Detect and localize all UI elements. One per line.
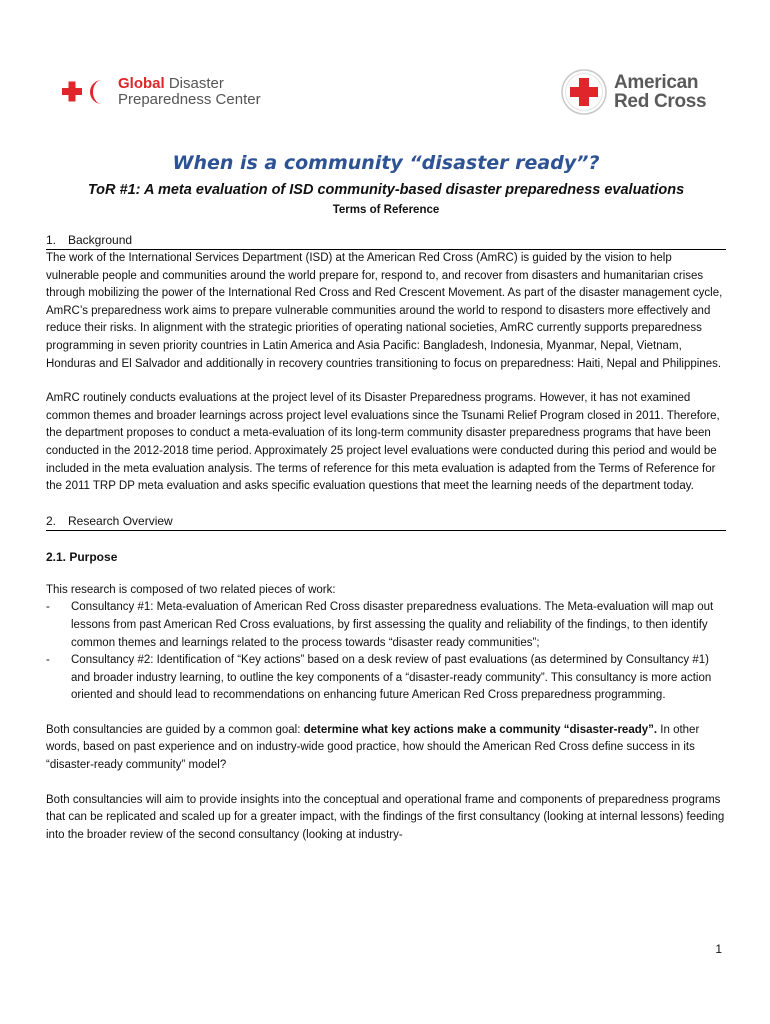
list-item-text: Consultancy #1: Meta-evaluation of American Red Cross disaster preparedness evaluations. The Meta-evaluation will map out lessons from past American Red Cross evaluations, by first assessing the quality and reliability of the findings, to then identify common themes and learnings related to the process towards “disaster ready communities”; — [71, 601, 714, 649]
list-bullet: - — [46, 654, 50, 667]
list-item — [46, 652, 726, 705]
page-header — [0, 68, 770, 124]
gdpc-wordmark-global: Global — [118, 75, 165, 92]
consultancy-list — [46, 599, 726, 705]
subsection-heading-purpose: 2.1. Purpose — [46, 549, 118, 564]
arc-wordmark — [614, 73, 706, 111]
gdpc-wordmark-line2: Preparedness Center — [118, 91, 261, 108]
list-bullet: - — [46, 601, 50, 614]
american-red-cross-logo — [560, 68, 706, 116]
document-title: When is a community “disaster ready”? — [172, 152, 600, 174]
gdpc-logo — [58, 76, 261, 108]
arc-wordmark-line1: American — [614, 72, 699, 93]
section-heading-background — [46, 232, 726, 250]
list-item-text: Consultancy #2: Identification of “Key actions” based on a desk review of past evaluations (as determined by Consultancy #1) and broader industry learning, to outline the key components of a “disaster-ready community”. This consultancy is more action oriented and should lead to recommendations on enhancing future American Red Cross preparedness programming. — [71, 654, 712, 702]
section-number: 1. — [46, 233, 57, 247]
section-number: 2. — [46, 513, 57, 528]
terms-of-reference-label: Terms of Reference — [332, 204, 440, 216]
gdpc-wordmark — [118, 76, 261, 108]
list-item — [46, 599, 726, 652]
goal-emphasis: determine what key actions make a community “disaster-ready”. — [303, 723, 658, 736]
red-cross-icon — [560, 68, 608, 116]
insights-paragraph: Both consultancies will aim to provide insights into the conceptual and operational frame and components of preparedness programs that can be replicated and scaled up for a greater impact, with the findings of the first consultancy (looking at internal lessons) feeding into the broader review of the second consultancy (looking at industry- — [46, 793, 725, 841]
document-body — [46, 150, 726, 844]
section-title: Research Overview — [68, 513, 173, 528]
red-cross-crescent-icon — [58, 76, 114, 108]
background-paragraph-2: AmRC routinely conducts evaluations at the project level of its Disaster Preparedness programs. However, it has not examined common themes and broader learnings across project level evaluations since the Tsunami Relief Program closed in 2011. Therefore, the department proposes to conduct a meta-evaluation of its long-term community disaster preparedness programs that have been conducted in the 2012-2018 time period. Approximately 25 project level evaluations were conducted during this period and would be included in the meta evaluation analysis. The terms of reference for this meta evaluation is adapted from the Terms of Reference for the 2011 TRP DP meta evaluation and asks specific evaluation questions that meet the learning needs of the department today. — [46, 392, 720, 493]
common-goal-paragraph — [46, 722, 726, 775]
background-paragraph-1: The work of the International Services Department (ISD) at the American Red Cross (AmRC) is guided by the vision to help vulnerable people and communities around the world prepare for, respond to, and recover from disasters and humanitarian crises through mobilizing the power of the International Red Cross and Red Crescent Movement. As part of the disaster management cycle, AmRC’s preparedness work aims to prepare vulnerable communities around the world to respond to disasters more effectively and reduce their risks. In alignment with the strategic priorities of operating national societies, AmRC currently supports preparedness programming in seven priority countries in Latin America and Asia Pacific: Bangladesh, Indonesia, Myanmar, Nepal, Vietnam, Honduras and El Salvador and additionally in recovery countries transitioning to focus on preparedness: Haiti, Nepal and Philippines. — [46, 252, 723, 370]
purpose-intro: This research is composed of two related pieces of work: — [46, 583, 336, 596]
page-number: 1 — [715, 942, 722, 956]
document-subtitle: ToR #1: A meta evaluation of ISD community-based disaster preparedness evaluations — [87, 182, 685, 198]
gdpc-wordmark-disaster: Disaster — [164, 75, 224, 92]
arc-wordmark-line2: Red Cross — [614, 91, 707, 112]
section-heading-research-overview — [46, 513, 726, 531]
goal-suffix: In other words, based on past experience and on industry-wide good practice, how should the American Red Cross define success in its “disaster-ready community” model? — [46, 723, 700, 772]
section-title: Background — [68, 233, 133, 247]
goal-prefix: Both consultancies are guided by a common goal: — [46, 723, 304, 736]
